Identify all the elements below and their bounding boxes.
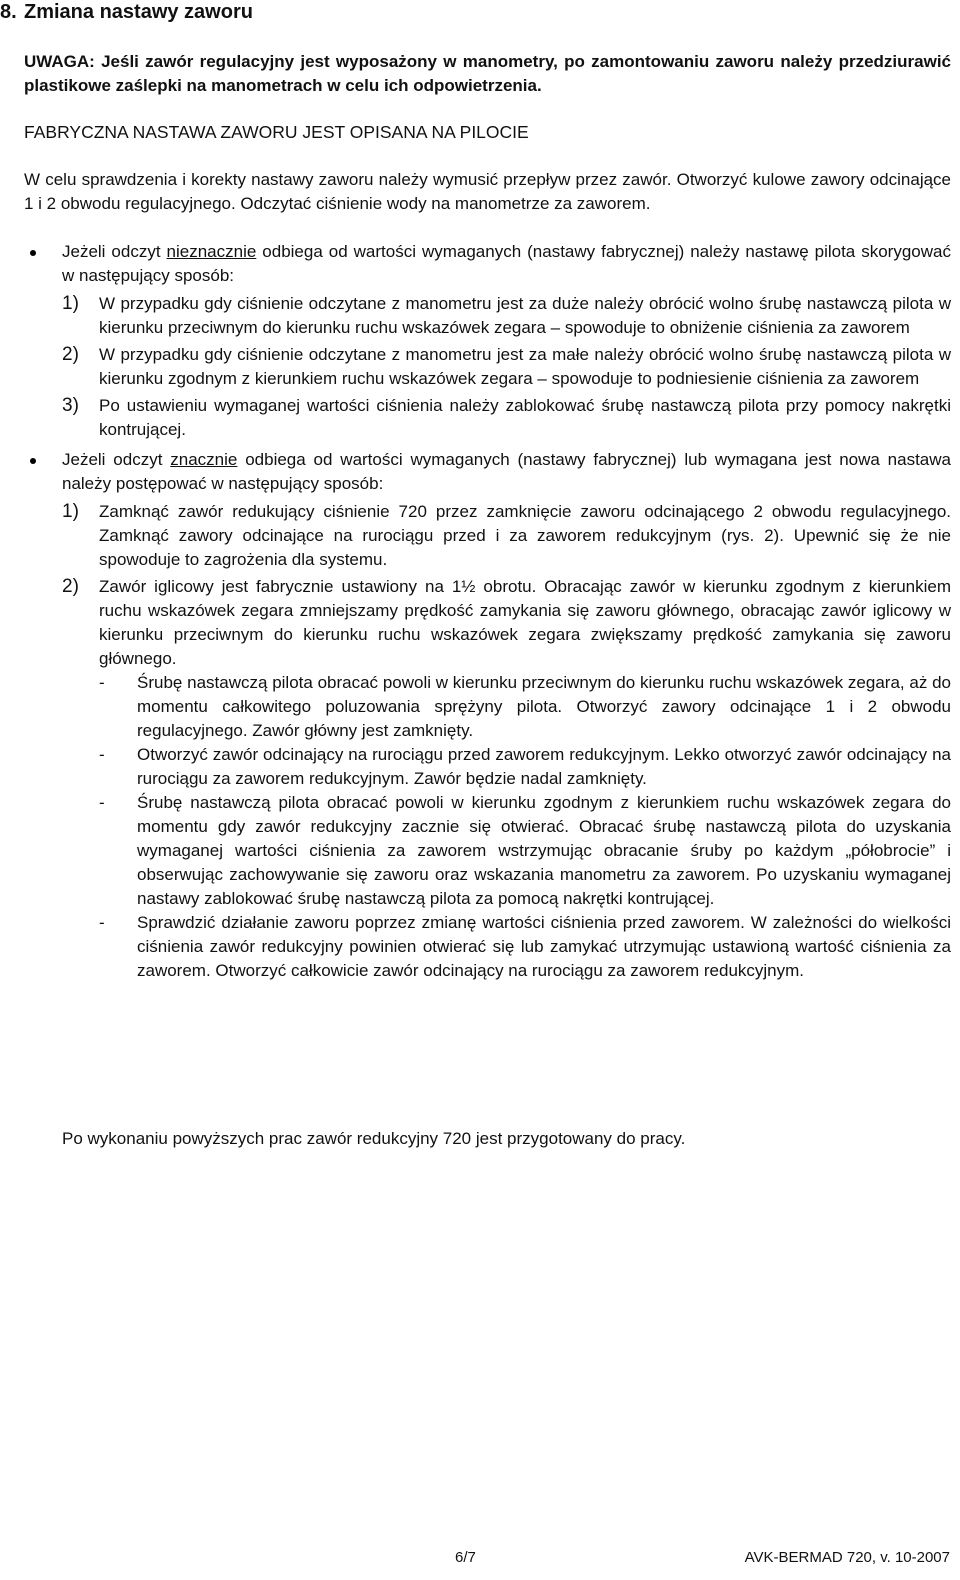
dash-item: [99, 911, 951, 983]
dash-mark: -: [99, 913, 105, 932]
bullet-icon: [30, 250, 36, 256]
factory-setting-label: FABRYCZNA NASTAWA ZAWORU JEST OPISANA NA PILOCIE: [24, 122, 529, 142]
section-title: Zmiana nastawy zaworu: [24, 1, 253, 23]
step-number: 2): [62, 344, 79, 365]
step-text: Po ustawieniu wymaganej wartości ciśnienia należy zablokować śrubę nastawczą pilota przy pomocy nakrętki kontrującej.: [99, 396, 951, 439]
step-text: W przypadku gdy ciśnienie odczytane z manometru jest za duże należy obrócić wolno śrubę nastawczą pilota w kierunku przeciwnym do kierunku ruchu wskazówek zegara – spowoduje to obniżenie ciśnienia za zaworem: [99, 294, 951, 337]
bullet-text-pre: Jeżeli odczyt: [62, 450, 171, 469]
bullet-text-emphasis: nieznacznie: [166, 242, 257, 261]
step-text: W przypadku gdy ciśnienie odczytane z manometru jest za małe należy obrócić wolno śrubę nastawczą pilota w kierunku zgodnym z kierunkiem ruchu wskazówek zegara – spowoduje to podniesienie ciśnienia za zaworem: [99, 345, 951, 388]
step-number: 1): [62, 293, 79, 314]
closing-paragraph: Po wykonaniu powyższych prac zawór redukcyjny 720 jest przygotowany do pracy.: [62, 1129, 686, 1148]
bullet-intro: [62, 448, 951, 496]
dash-item: [99, 791, 951, 911]
section-number: 8.: [0, 1, 17, 23]
dash-mark: -: [99, 745, 105, 764]
step-number: 1): [62, 501, 79, 522]
step-item: [62, 394, 951, 442]
dash-mark: -: [99, 793, 105, 812]
intro-paragraph: W celu sprawdzenia i korekty nastawy zaworu należy wymusić przepływ przez zawór. Otworzyć kulowe zawory odcinające 1 i 2 obwodu regulacyjnego. Odczytać ciśnienie wody na manometrze za zaworem.: [24, 170, 951, 213]
dash-item: [99, 743, 951, 791]
document-version: AVK-BERMAD 720, v. 10-2007: [744, 1549, 950, 1566]
step-item: [62, 343, 951, 391]
bullet-icon: [30, 458, 36, 464]
dash-text: Śrubę nastawczą pilota obracać powoli w kierunku przeciwnym do kierunku ruchu wskazówek zegara, aż do momentu całkowitego poluzowania sprężyny pilota. Otworzyć zawory odcinające 1 i 2 obwodu regulacyjnego. Zawór główny jest zamknięty.: [137, 673, 951, 740]
bullet-text-post: odbiega od wartości wymaganych (nastawy fabrycznej) lub wymagana jest nowa nastawa należy postępować w następujący sposób:: [62, 450, 951, 493]
step-text: Zamknąć zawór redukujący ciśnienie 720 przez zamknięcie zaworu odcinającego 2 obwodu regulacyjnego. Zamknąć zawory odcinające na rurociągu przed i za zaworem redukcyjnym (rys. 2). Upewnić się że nie spowoduje to zagrożenia dla systemu.: [99, 502, 951, 569]
step-number: 3): [62, 395, 79, 416]
section-heading: [0, 0, 253, 24]
step-text: Zawór iglicowy jest fabrycznie ustawiony na 1½ obrotu. Obracając zawór w kierunku zgodnym z kierunkiem ruchu wskazówek zegara zmniejszamy prędkość zamykania się zaworu głównego, obracając zawór iglicowy w kierunku przeciwnym do kierunku ruchu wskazówek zegara zwiększamy prędkość zamykania się zaworu głównego.: [99, 577, 951, 668]
bullet-text-post: odbiega od wartości wymaganych (nastawy fabrycznej) należy nastawę pilota skorygować w następujący sposób:: [62, 242, 951, 285]
dash-item: [99, 671, 951, 743]
step-item: [62, 500, 951, 572]
dash-text: Otworzyć zawór odcinający na rurociągu przed zaworem redukcyjnym. Lekko otworzyć zawór odcinający na rurociągu za zaworem redukcyjnym. Zawór będzie nadal zamknięty.: [137, 745, 951, 788]
bullet-list: [24, 240, 951, 983]
step-number: 2): [62, 576, 79, 597]
bullet-item-significant-deviation: [24, 448, 951, 983]
warning-paragraph: UWAGA: Jeśli zawór regulacyjny jest wyposażony w manometry, po zamontowaniu zaworu należy przedziurawić plastikowe zaślepki na manometrach w celu ich odpowietrzenia.: [24, 52, 951, 95]
dash-text: Sprawdzić działanie zaworu poprzez zmianę wartości ciśnienia przed zaworem. W zależności do wielkości ciśnienia zawór redukcyjny powinien otwierać się lub zamykać utrzymując ustawioną wartość ciśnienia za zaworem. Otworzyć całkowicie zawór odcinający na rurociągu za zaworem redukcyjnym.: [137, 913, 951, 980]
dash-mark: -: [99, 673, 105, 692]
bullet-text-emphasis: znacznie: [170, 450, 238, 469]
step-item: [62, 292, 951, 340]
step-item: [62, 575, 951, 983]
page-number: 6/7: [455, 1549, 476, 1566]
dash-text: Śrubę nastawczą pilota obracać powoli w kierunku zgodnym z kierunkiem ruchu wskazówek zegara do momentu gdy zawór redukcyjny zacznie się otwierać. Obracać śrubę nastawczą pilota do uzyskania wymaganej wartości ciśnienia za zaworem wstrzymując obracanie śruby po każdym „półobrocie” i obserwując zachowywanie się zaworu oraz wskazania manometru za zaworem. Po uzyskaniu wymaganej nastawy zablokować śrubę nastawczą pilota za pomocą nakrętki kontrującej.: [137, 793, 951, 908]
bullet-item-slight-deviation: [24, 240, 951, 442]
bullet-intro: [62, 240, 951, 288]
bullet-text-pre: Jeżeli odczyt: [62, 242, 167, 261]
